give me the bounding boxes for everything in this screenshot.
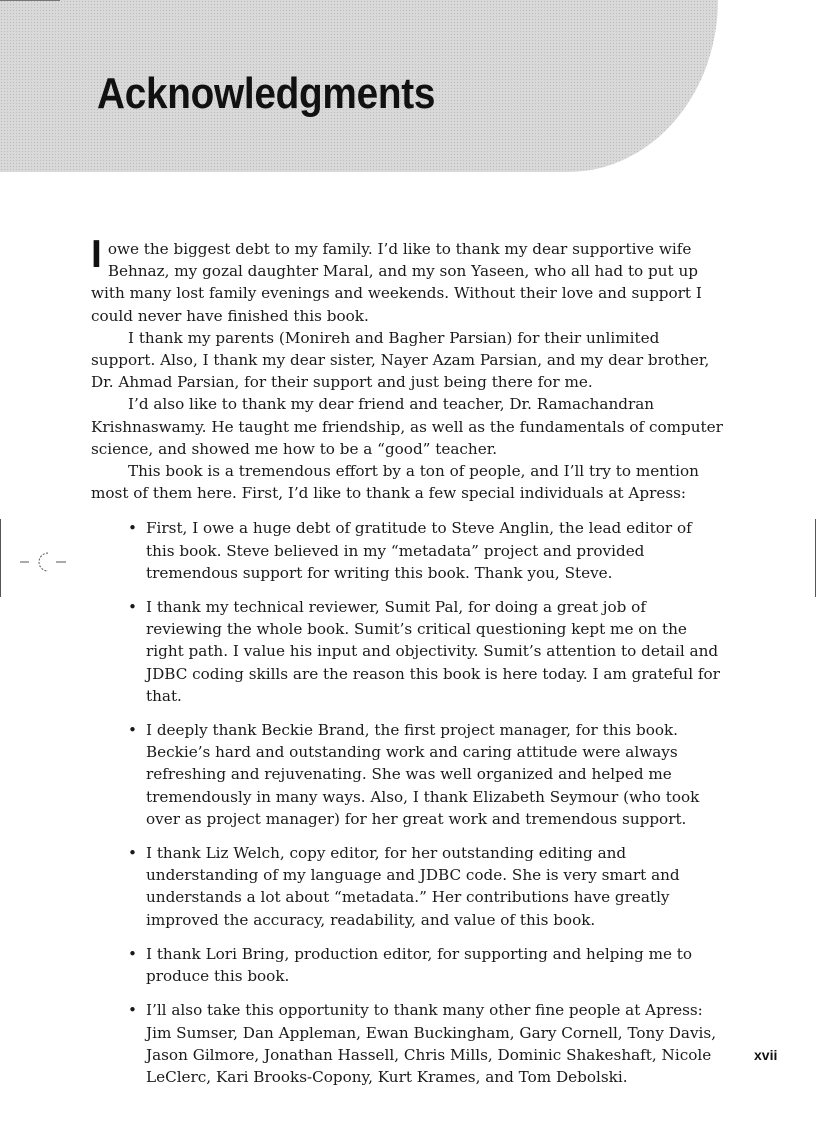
corner-rule — [0, 0, 60, 1]
list-item-text: I’ll also take this opportunity to thank many other fine people at Apress: Jim Sumser, Dan Appleman, Ewan Buckingham, Gary Cornell, Tony Davis, Jason Gilmore, Jonathan Hassell, Chris Mills, Dominic Shakeshaft, Nicole LeClerc, Kari Brooks-Copony, Kurt Krames, and Tom Debolski. — [146, 1001, 717, 1086]
left-crop-mark — [0, 519, 1, 597]
list-item-text: I thank Liz Welch, copy editor, for her outstanding editing and understanding of my language and JDBC code. She is very smart and understands a lot about “metadata.” Her contributions have greatly improved the accuracy, readability, and value of this book. — [146, 844, 680, 929]
page-number: xvii — [754, 1047, 778, 1063]
registration-mark-icon — [20, 549, 66, 575]
bullet-icon: • — [128, 944, 137, 963]
list-item — [128, 999, 724, 1088]
list-item — [128, 596, 724, 707]
list-item — [128, 943, 724, 987]
drop-cap: I — [91, 233, 102, 276]
intro-paragraph — [91, 233, 724, 327]
chapter-title: Acknowledgments — [97, 69, 436, 118]
bullet-icon: • — [128, 844, 137, 863]
parents-paragraph: I thank my parents (Monireh and Bagher Parsian) for their unlimited support. Also, I thank my dear sister, Nayer Azam Parsian, and my dear brother, Dr. Ahmad Parsian, for their support and just being there for me. — [91, 328, 710, 392]
bullet-icon: • — [128, 1001, 137, 1020]
intro-paragraph-text: owe the biggest debt to my family. I’d like to thank my dear supportive wife Behnaz, my gozal daughter Maral, and my son Yaseen, who all had to put up with many lost family evenings and weekends. Without their love and support I could never have finished this book. — [91, 240, 702, 325]
bullet-icon: • — [128, 721, 137, 740]
list-item-text: First, I owe a huge debt of gratitude to Steve Anglin, the lead editor of this book. Steve believed in my “metadata” project and provided tremendous support for writing this book. Thank you, Steve. — [146, 519, 692, 582]
bullet-icon: • — [128, 519, 137, 538]
list-item-text: I thank my technical reviewer, Sumit Pal, for doing a great job of reviewing the whole book. Sumit’s critical questioning kept me on the right path. I value his input and objectivity. Sumit’s attention to detail and JDBC coding skills are the reason this book is here today. I am grateful for that. — [146, 598, 720, 705]
list-item — [128, 842, 724, 931]
acknowledgments-body — [91, 233, 724, 1100]
acknowledgment-list — [91, 517, 724, 1088]
list-item — [128, 719, 724, 830]
list-item-text: I deeply thank Beckie Brand, the first project manager, for this book. Beckie’s hard and outstanding work and caring attitude were always refreshing and rejuvenating. She was well organized and helped me tremendously in many ways. Also, I thank Elizabeth Seymour (who took over as project manager) for her great work and tremendous support. — [146, 721, 700, 828]
teacher-paragraph: I’d also like to thank my dear friend and teacher, Dr. Ramachandran Krishnaswamy. He taught me friendship, as well as the fundamentals of computer science, and showed me how to be a “good” teacher. — [91, 395, 723, 458]
apress-intro-paragraph: This book is a tremendous effort by a ton of people, and I’ll try to mention most of them here. First, I’d like to thank a few special individuals at Apress: — [91, 462, 699, 503]
list-item-text: I thank Lori Bring, production editor, for supporting and helping me to produce this book. — [146, 944, 693, 986]
list-item — [128, 517, 724, 584]
bullet-icon: • — [128, 598, 137, 617]
